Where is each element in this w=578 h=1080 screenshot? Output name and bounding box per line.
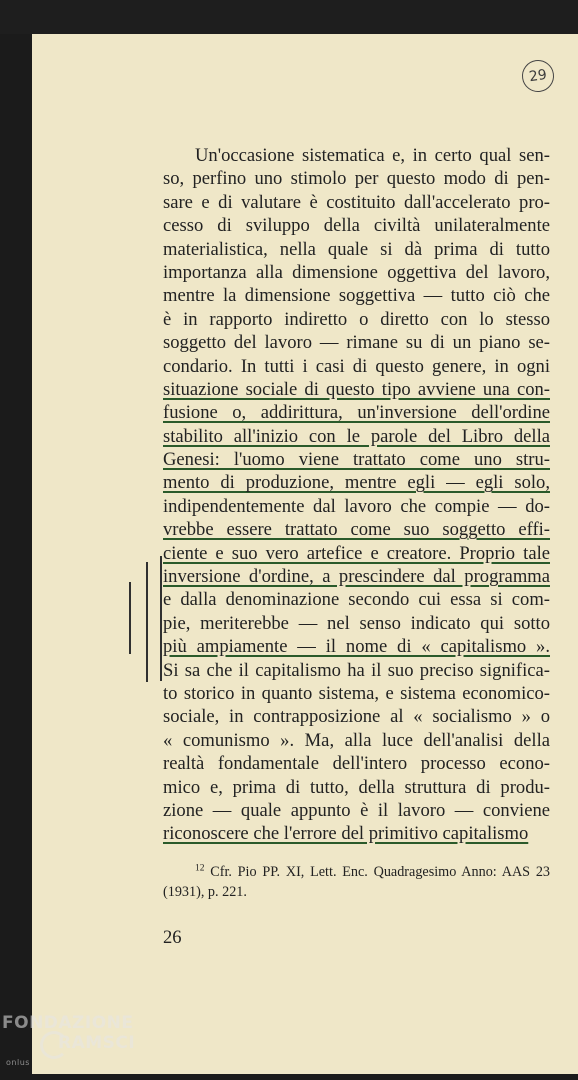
body-line: più ampiamente — il nome di « capitalismo ». bbox=[163, 636, 550, 658]
footnote-line-2: (1931), p. 221. bbox=[163, 884, 247, 900]
footnote-line-1 bbox=[163, 862, 550, 882]
body-line: riconoscere che l'errore del primitivo capitalismo bbox=[163, 823, 529, 845]
book-page bbox=[32, 34, 578, 1074]
body-line: è in rapporto indiretto o diretto con lo stesso bbox=[163, 308, 550, 330]
body-line: condario. In tutti i casi di questo genere, in ogni bbox=[163, 355, 550, 377]
body-line: fusione o, addirittura, un'inversione dell'ordine bbox=[163, 402, 550, 424]
body-line: stabilito all'inizio con le parole del Libro della bbox=[163, 425, 550, 447]
body-line: ciente e suo vero artefice e creatore. Proprio tale bbox=[163, 542, 550, 564]
watermark-line-3: onlus bbox=[6, 1058, 30, 1067]
body-line: sociale, in contrapposizione al « socialismo » o bbox=[163, 706, 550, 728]
margin-bracket-line bbox=[160, 556, 162, 681]
body-line: situazione sociale di questo tipo avviene una con- bbox=[163, 378, 550, 400]
scanner-top-edge bbox=[0, 0, 578, 34]
body-line: mico e, prima di tutto, della struttura di produ- bbox=[163, 776, 550, 798]
footnote bbox=[163, 862, 550, 902]
body-line: materialistica, nella quale si dà prima di tutto bbox=[163, 238, 550, 260]
body-line: to storico in quanto sistema, e sistema economico- bbox=[163, 682, 550, 704]
body-line: vrebbe essere trattato come suo soggetto effi- bbox=[163, 519, 550, 541]
body-text bbox=[163, 144, 550, 846]
body-line: indipendentemente dal lavoro che compie — do- bbox=[163, 495, 550, 517]
footnote-number: 12 bbox=[195, 863, 205, 874]
body-line: cesso di sviluppo della civiltà unilateralmente bbox=[163, 215, 550, 237]
body-line: mento di produzione, mentre egli — egli solo, bbox=[163, 472, 550, 494]
watermark-line-2: RAMSCI bbox=[58, 1033, 136, 1053]
body-line: importanza alla dimensione oggettiva del lavoro, bbox=[163, 261, 550, 283]
footnote-text-1: Cfr. Pio PP. XI, Lett. Enc. Quadragesimo Anno: AAS 23 bbox=[210, 864, 551, 880]
margin-line-2 bbox=[146, 562, 148, 682]
body-line: pie, meriterebbe — nel senso indicato qui sotto bbox=[163, 612, 550, 634]
body-line: Un'occasione sistematica e, in certo qual sen- bbox=[195, 145, 550, 166]
body-line: Si sa che il capitalismo ha il suo preciso significa- bbox=[163, 659, 550, 681]
body-line: « comunismo ». Ma, alla luce dell'analisi della bbox=[163, 729, 550, 751]
body-line: inversione d'ordine, a prescindere dal programma bbox=[163, 566, 550, 588]
watermark bbox=[2, 1013, 135, 1073]
body-line: sare e di valutare è costituito dall'accelerato pro- bbox=[163, 191, 550, 213]
handwritten-folio-number: 29 bbox=[520, 58, 556, 94]
body-line: soggetto del lavoro — rimane su di un piano se- bbox=[163, 332, 550, 354]
body-line: Genesi: l'uomo viene trattato come uno stru- bbox=[163, 449, 550, 471]
body-line: realtà fondamentale dell'intero processo econo- bbox=[163, 753, 550, 775]
page-number: 26 bbox=[163, 927, 182, 948]
watermark-line-1: FONDAZIONE bbox=[2, 1013, 134, 1033]
body-line: so, perfino uno stimolo per questo modo di pen- bbox=[163, 168, 550, 190]
body-line: e dalla denominazione secondo cui essa si com- bbox=[163, 589, 550, 611]
body-line: mentre la dimensione soggettiva — tutto ciò che bbox=[163, 285, 550, 307]
body-line: zione — quale appunto è il lavoro — conviene bbox=[163, 799, 550, 821]
margin-line-1 bbox=[129, 582, 131, 654]
